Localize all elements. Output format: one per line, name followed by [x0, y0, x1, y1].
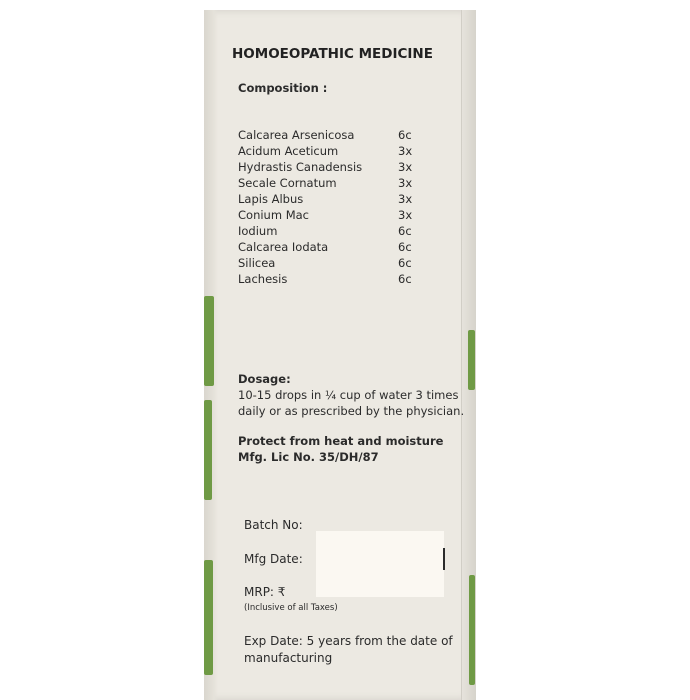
ingredient-potency: 3x — [398, 160, 413, 174]
green-accent-middle — [204, 400, 212, 500]
green-accent-right-top — [468, 330, 475, 390]
expiry-text: Exp Date: 5 years from the date of — [244, 634, 453, 648]
dosage-text: daily or as prescribed by the physician. — [238, 404, 465, 418]
ingredient-potency: 6c — [398, 256, 412, 270]
ingredient-name: Acidum Aceticum — [238, 144, 339, 158]
license-number: Mfg. Lic No. 35/DH/87 — [238, 450, 379, 464]
print-area — [316, 531, 444, 597]
dosage-text: 10-15 drops in ¼ cup of water 3 times — [238, 388, 459, 402]
ingredient-name: Calcarea Iodata — [238, 240, 329, 254]
ingredient-name: Lachesis — [238, 272, 288, 286]
dosage-heading: Dosage: — [238, 372, 291, 386]
green-accent-bottom — [204, 560, 213, 675]
ingredient-name: Lapis Albus — [238, 192, 304, 206]
batch-label: Batch No: — [244, 518, 303, 532]
ingredient-name: Secale Cornatum — [238, 176, 337, 190]
ingredient-name: Calcarea Arsenicosa — [238, 128, 355, 142]
mfg-date-label: Mfg Date: — [244, 552, 303, 566]
ingredient-name: Silicea — [238, 256, 276, 270]
green-accent-right-bottom — [469, 575, 475, 685]
print-mark — [443, 548, 445, 570]
tax-note: (Inclusive of all Taxes) — [244, 603, 338, 613]
ingredient-potency: 3x — [398, 192, 413, 206]
ingredient-potency: 6c — [398, 224, 412, 238]
green-accent-top — [204, 296, 214, 386]
ingredient-name: Iodium — [238, 224, 278, 238]
ingredient-potency: 3x — [398, 208, 413, 222]
product-title: HOMOEOPATHIC MEDICINE — [232, 46, 433, 62]
ingredient-potency: 6c — [398, 272, 412, 286]
ingredient-potency: 6c — [398, 128, 412, 142]
storage-instruction: Protect from heat and moisture — [238, 434, 444, 448]
ingredient-potency: 6c — [398, 240, 412, 254]
mrp-label: MRP: ₹ — [244, 585, 286, 599]
ingredient-potency: 3x — [398, 176, 413, 190]
ingredient-name: Conium Mac — [238, 208, 309, 222]
composition-heading: Composition : — [238, 81, 328, 95]
ingredient-potency: 3x — [398, 144, 413, 158]
expiry-text: manufacturing — [244, 651, 333, 665]
ingredient-name: Hydrastis Canadensis — [238, 160, 363, 174]
